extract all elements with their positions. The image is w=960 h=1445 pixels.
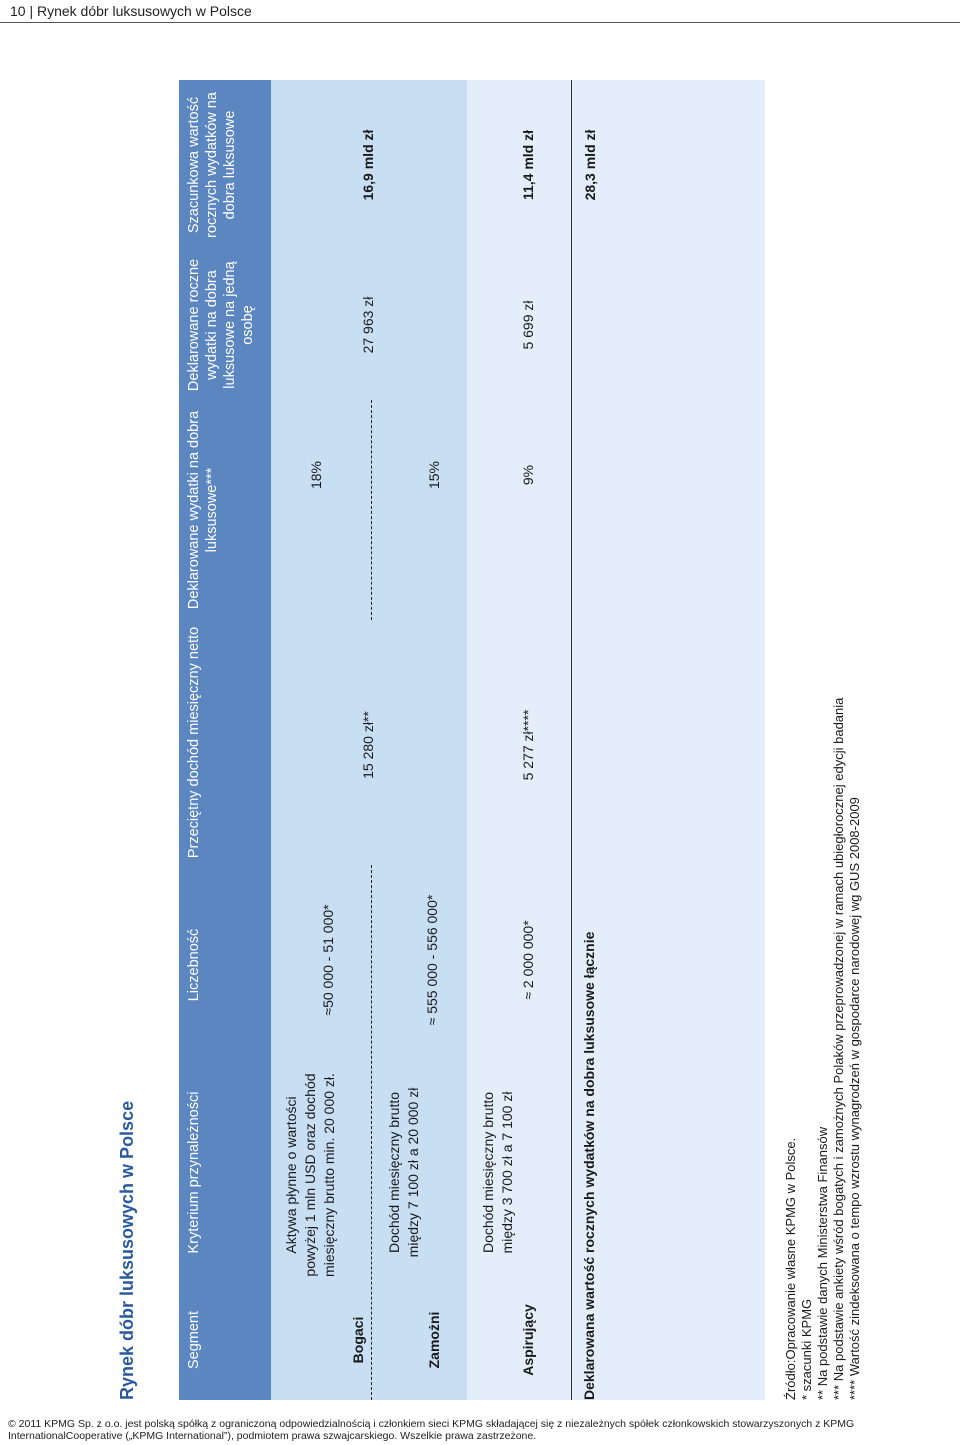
count-zamozni: ≈ 555 000 - 556 000* — [424, 894, 440, 1026]
page-header — [0, 0, 960, 23]
total-aspirujacy: 11,4 mld zł — [520, 129, 536, 201]
spend-pct-zamozni: 15% — [426, 460, 442, 490]
page-header-text: 10 | Rynek dóbr luksusowych w Polsce — [10, 3, 252, 19]
col-header-criterion: Kryterium przynależności — [186, 1091, 202, 1254]
luxury-market-table — [179, 80, 765, 1400]
total-wealthy: 16,9 mld zł — [360, 129, 376, 201]
note-1: * szacunki KPMG — [799, 1298, 814, 1400]
col-header-total: Szacunkowa wartość rocznych wydatków na dobra luksusowe — [186, 92, 238, 238]
total-row-value: 28,3 mld zł — [582, 129, 598, 201]
segment-zamozni: Zamożni — [426, 1311, 442, 1369]
per-person-aspirujacy: 5 699 zł — [520, 300, 536, 350]
count-aspirujacy: ≈ 2 000 000* — [520, 920, 536, 1000]
table-notes — [783, 80, 863, 1400]
segment-bogaci: Bogaci — [350, 1316, 366, 1364]
row-divider-bogaci-zamozni — [371, 865, 372, 1400]
note-source: Źródło:Opracowanie własne KPMG w Polsce. — [783, 1137, 798, 1400]
note-4: **** Wartość zindeksowana o tempo wzrostu wynagrodzeń w gospodarce narodowej wg GUS 2008-2009 — [847, 797, 862, 1400]
criterion-aspirujacy: Dochód miesięczny brutto między 3 700 zł a 7 100 zł — [480, 1091, 515, 1254]
col-header-count: Liczebność — [186, 928, 202, 1002]
spend-pct-aspirujacy: 9% — [520, 464, 536, 486]
rotated-page-content — [95, 80, 960, 1400]
page-title: Rynek dóbr luksusowych w Polsce — [117, 1100, 137, 1400]
segment-aspirujacy: Aspirujący — [520, 1304, 536, 1376]
income-wealthy: 15 280 zł** — [360, 711, 376, 779]
criterion-zamozni: Dochód miesięczny brutto między 7 100 zł a 20 000 zł — [386, 1087, 421, 1258]
criterion-bogaci: Aktywa płynne o wartości powyżej 1 mln USD oraz dochód miesięczny brutto min. 20 000 zł. — [283, 1073, 337, 1277]
col-header-per-person: Deklarowane roczne wydatki na dobra luksusowe na jedną osobę — [186, 258, 256, 392]
col-header-income: Przeciętny dochód miesięczny netto — [186, 626, 202, 859]
col-header-spend-pct: Deklarowane wydatki na dobra luksusowe*** — [186, 410, 220, 610]
copyright-footer: © 2011 KPMG Sp. z o.o. jest polską spółką z ograniczoną odpowiedzialnością i członkiem sieci KPMG składającej się z niezależnych spółek członkowskich stowarzyszonych z KPMG InternationalCooperative („KPMG International”), podmiotem prawa szwajcarskiego. Wszelkie prawa zastrzeżone. — [8, 1418, 855, 1442]
total-row-divider — [571, 80, 572, 1400]
table-header — [179, 80, 271, 1400]
spend-pct-bogaci: 18% — [308, 460, 324, 490]
income-aspirujacy: 5 277 zł**** — [520, 709, 536, 781]
total-row-label: Deklarowana wartość rocznych wydatków na dobra luksusowe łącznie — [581, 931, 597, 1400]
note-3: *** Na podstawie ankiety wśród bogatych i zamożnych Polaków przeprowadzonej w ramach ubiegłorocznej edycji badania — [831, 697, 846, 1400]
count-bogaci: ≈50 000 - 51 000* — [320, 904, 336, 1016]
per-person-wealthy: 27 963 zł — [360, 296, 376, 354]
note-2: ** Na podstawie danych Ministerstwa Finansów — [815, 1126, 830, 1400]
row-divider-spend — [371, 400, 372, 620]
col-header-segment: Segment — [186, 1310, 202, 1370]
